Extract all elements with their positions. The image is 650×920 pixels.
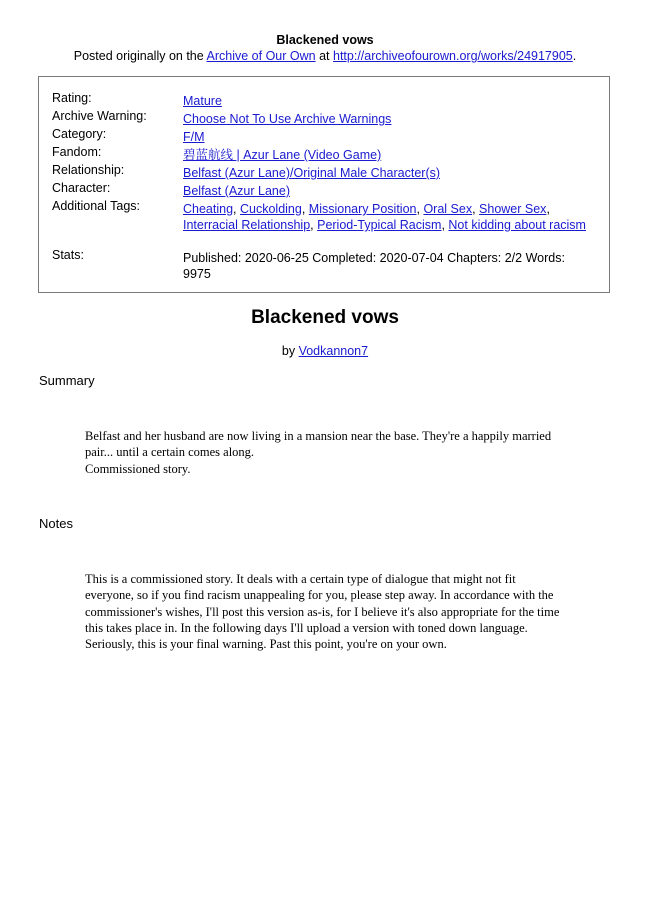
rating-link[interactable]: Mature xyxy=(183,94,222,108)
summary-paragraph: Belfast and her husband are now living in a mansion near the base. They're a happily married pair... until a certain comes along. xyxy=(85,429,552,460)
fandom-link[interactable]: 碧蓝航线 | Azur Lane (Video Game) xyxy=(183,148,382,162)
period: . xyxy=(572,49,577,63)
tag-link[interactable]: Not kidding about racism xyxy=(448,218,586,232)
work-url-link[interactable]: http://archiveofourown.org/works/24917905 xyxy=(333,49,573,63)
relationship-link[interactable]: Belfast (Azur Lane)/Original Male Character(s) xyxy=(183,166,441,180)
warning-link[interactable]: Choose Not To Use Archive Warnings xyxy=(183,112,392,126)
tag-link[interactable]: Missionary Position xyxy=(308,202,417,216)
category-link[interactable]: F/M xyxy=(183,130,205,144)
author-link[interactable]: Vodkannon7 xyxy=(298,344,369,358)
summary-paragraph: Commissioned story. xyxy=(85,461,191,476)
header-work-title: Blackened vows xyxy=(276,33,374,47)
stats-value: Published: 2020-06-25 Completed: 2020-07-04 Chapters: 2/2 Words: 9975 xyxy=(183,251,565,281)
character-link[interactable]: Belfast (Azur Lane) xyxy=(183,184,290,198)
archive-link[interactable]: Archive of Our Own xyxy=(206,49,316,63)
notes-body xyxy=(85,571,565,652)
additional-tags-label: Additional Tags: xyxy=(52,199,141,213)
character-label: Character: xyxy=(52,181,111,195)
work-metadata-box xyxy=(38,76,610,293)
additional-tags-list: Cheating, Cuckolding, Missionary Position, Oral Sex, Shower Sex, Interracial Relationship, Period-Typical Racism, Not kidding about racism xyxy=(183,202,586,232)
stats-label: Stats: xyxy=(52,248,84,262)
work-title: Blackened vows xyxy=(251,307,399,328)
notes-paragraph: This is a commissioned story. It deals with a certain type of dialogue that might not fit everyone, so if you find racism unappealing for you, please step away. In accordance with the commissioner's wishes, I'll post this version as-is, for I believe it's also appropriate for the time this takes place in. In the following days I'll upload a version with toned down language. Seriously, this is your final warning. Past this point, you're on your own. xyxy=(85,572,560,652)
category-label: Category: xyxy=(52,127,107,141)
fandom-label: Fandom: xyxy=(52,145,102,159)
summary-heading: Summary xyxy=(39,373,95,388)
posted-prefix: Posted originally on the xyxy=(73,49,204,63)
at-word: at xyxy=(319,49,330,63)
rating-label: Rating: xyxy=(52,91,92,105)
summary-body xyxy=(85,428,565,477)
posted-line xyxy=(0,48,650,64)
by-word: by xyxy=(281,344,296,358)
document-header xyxy=(0,32,650,64)
tag-link[interactable]: Cuckolding xyxy=(240,202,302,216)
notes-heading: Notes xyxy=(39,516,73,531)
byline xyxy=(0,344,650,358)
tag-link[interactable]: Oral Sex xyxy=(423,202,473,216)
tag-link[interactable]: Shower Sex xyxy=(479,202,547,216)
relationship-label: Relationship: xyxy=(52,163,125,177)
warning-label: Archive Warning: xyxy=(52,109,147,123)
tag-link[interactable]: Period-Typical Racism xyxy=(317,218,442,232)
tag-link[interactable]: Cheating xyxy=(183,202,234,216)
tag-link[interactable]: Interracial Relationship xyxy=(183,218,311,232)
